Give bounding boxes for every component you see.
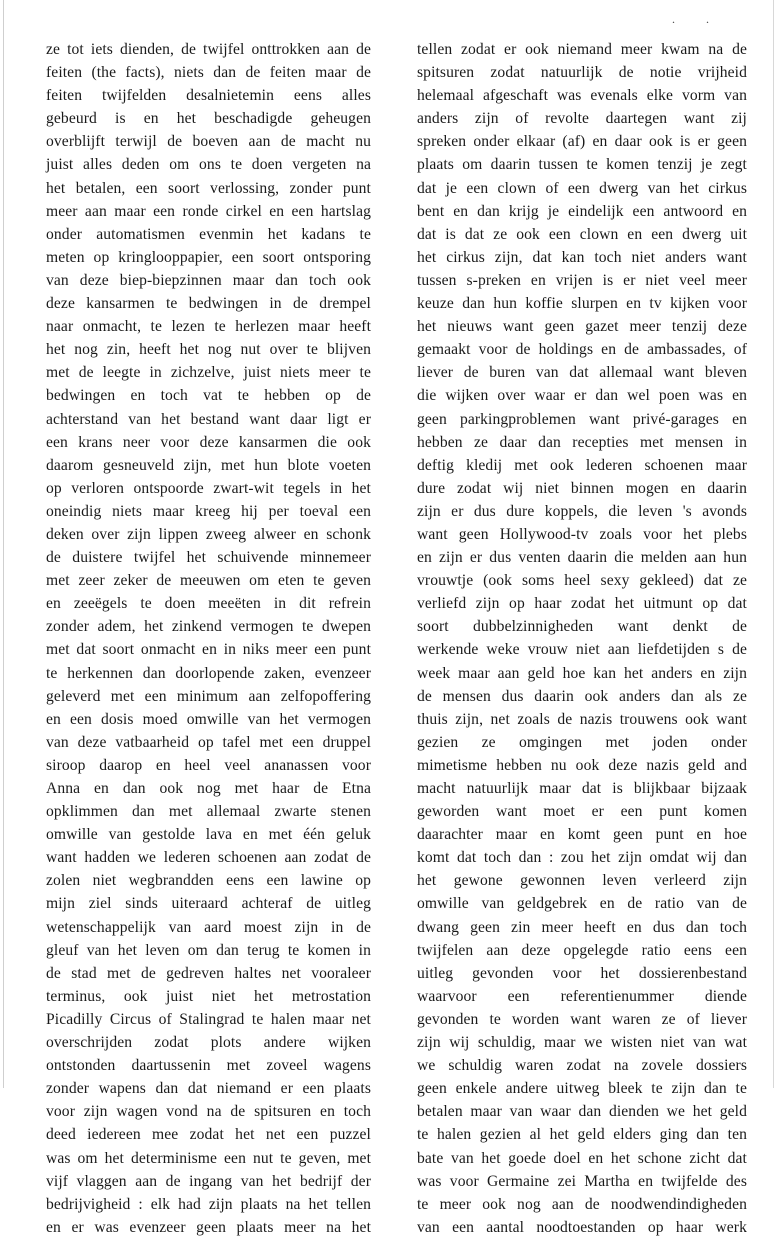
left-text-column xyxy=(46,38,371,1239)
text-line: het nog zin, heeft het nog nut over te blijven xyxy=(46,341,371,359)
text-line: was voor Germaine zei Martha en twijfelde des xyxy=(417,1172,747,1190)
text-line: opklimmen dan met allemaal zwarte stenen xyxy=(46,803,371,821)
text-line: betalen maar van waar dan dienden we het geld xyxy=(417,1103,747,1121)
text-line: het cirkus zijn, dat kan toch niet anders want xyxy=(417,248,747,266)
text-line: het betalen, een soort verlossing, zonder punt xyxy=(46,179,371,197)
text-line: wetenschappelijk van aard moest zijn in de xyxy=(46,918,371,936)
text-line: de stad met de gedreven haltes net vooraleer xyxy=(46,964,371,982)
text-line: gezien ze omgingen met joden onder xyxy=(417,733,747,751)
text-line: en zijn er dus venten daarin die melden aan hun xyxy=(417,549,747,567)
text-line: want geen Hollywood-tv zoals voor het plebs xyxy=(417,525,747,543)
text-line: en zeeëgels te doen meeëten in dit refrein xyxy=(46,595,371,613)
text-line: met zeer zeker de meeuwen om eten te geven xyxy=(46,572,371,590)
text-line: gleuf van het leven om dan terug te komen in xyxy=(46,941,371,959)
text-line: omwille van gestolde lava en met één geluk xyxy=(46,826,371,844)
text-line: hebben ze daar dan recepties met mensen in xyxy=(417,433,747,451)
text-line: zijn er dus dure koppels, die leven 's avonds xyxy=(417,502,747,520)
text-line: overblijft terwijl de boeven aan de macht nu xyxy=(46,133,371,151)
text-line: zonder adem, het zinkend vermogen te dwepen xyxy=(46,618,371,636)
text-line: bate van het goede doel en het schone zicht dat xyxy=(417,1149,747,1167)
text-line: komt dat toch dan : zou het zijn omdat wij dan xyxy=(417,849,747,867)
text-line: Anna en dan ook nog met haar de Etna xyxy=(46,780,371,797)
text-line: ze tot iets dienden, de twijfel onttrokken aan de xyxy=(46,41,371,58)
text-line: dure zodat wij niet binnen mogen en daarin xyxy=(417,479,747,497)
text-line: vijf vlaggen aan de ingang van het bedrijf der xyxy=(46,1172,371,1190)
text-line: met de leegte in zichzelve, juist niets meer te xyxy=(46,364,371,382)
text-line: dat is dat ze ook een clown en een dwerg uit xyxy=(417,225,747,243)
text-line: zolen niet wegbrandden eens een lawine op xyxy=(46,872,371,890)
scan-edge-right xyxy=(773,0,774,1088)
text-line: waarvoor een referentienummer diende xyxy=(417,987,747,1005)
text-line: feiten (the facts), niets dan de feiten maar de xyxy=(46,64,371,82)
text-line: voor zijn wagen vond na de spitsuren en toch xyxy=(46,1103,371,1121)
text-line: twijfelen aan deze opgelegde ratio eens een xyxy=(417,941,747,959)
text-line: was om het determinisme een nut te geven, met xyxy=(46,1149,371,1167)
text-line: naar onmacht, te lezen te herlezen maar heeft xyxy=(46,318,371,336)
text-line: bedwingen en toch vat te hebben op de xyxy=(46,387,371,405)
text-line: daarom gesneuveld zijn, met hun blote voeten xyxy=(46,456,371,474)
text-line: helemaal afgeschaft was evenals elke vorm van xyxy=(417,87,747,105)
text-line: omwille van geldgebrek en de ratio van de xyxy=(417,895,747,913)
text-line: tellen zodat er ook niemand meer kwam na de xyxy=(417,41,747,58)
text-line: tussen s-preken en vrijen is er niet veel meer xyxy=(417,271,747,289)
text-line: spreken onder elkaar (af) en daar ook is er geen xyxy=(417,133,747,151)
text-line: anders zijn of revolte daartegen want zij xyxy=(417,110,747,128)
text-line: liever de buren van dat allemaal want bleven xyxy=(417,364,747,382)
text-line: deze kansarmen te bedwingen in de drempel xyxy=(46,295,371,313)
text-line: die wijken over waar er dan wel poen was en xyxy=(417,387,747,405)
text-line: dat je een clown of een dwerg van het cirkus xyxy=(417,179,747,197)
right-text-column xyxy=(417,38,747,1239)
text-line: werkende weke vrouw niet aan liefdetijden s de xyxy=(417,641,747,659)
text-line: geworden want moet er een punt komen xyxy=(417,803,747,821)
text-line: te halen gezien al het geld elders ging dan ten xyxy=(417,1126,747,1144)
text-line: daarachter maar en komt geen punt en hoe xyxy=(417,826,747,844)
text-line: siroop daarop en heel veel ananassen voor xyxy=(46,756,371,774)
scan-edge-left xyxy=(3,0,4,1088)
text-line: de duistere twijfel het schuivende minnemeer xyxy=(46,549,371,567)
text-line: we schuldig waren zodat na zovele dossiers xyxy=(417,1057,747,1075)
text-line: spitsuren zodat natuurlijk de notie vrijheid xyxy=(417,64,747,82)
text-line: dwang geen zin meer heeft en dus dan toch xyxy=(417,918,747,936)
text-line: feiten twijfelden desalnietemin eens alles xyxy=(46,87,371,105)
text-line: van deze vatbaarheid op tafel met een druppel xyxy=(46,733,371,751)
text-line: soort dubbelzinnigheden want denkt de xyxy=(417,618,747,636)
text-line: te meer ook nog aan de noodwendindigheden xyxy=(417,1195,747,1213)
text-line: Picadilly Circus of Stalingrad te halen maar net xyxy=(46,1010,371,1028)
text-line: zonder wapens dan dat niemand er een plaats xyxy=(46,1080,371,1098)
text-line: bedrijvigheid : elk had zijn plaats na het tellen xyxy=(46,1195,371,1213)
text-line: macht natuurlijk maar dat is blijkbaar bijzaak xyxy=(417,780,747,797)
text-line: mijn ziel sinds uiteraard achteraf de uitleg xyxy=(46,895,371,913)
text-line: geen parkingproblemen want privé-garages en xyxy=(417,410,747,428)
text-line: en een dosis moed omwille van het vermogen xyxy=(46,710,371,728)
text-line: geleverd met een minimum aan zelfopoffering xyxy=(46,687,371,705)
text-line: bent en dan krijg je eindelijk een antwoord en xyxy=(417,202,747,220)
text-line: het nieuws want geen gazet meer tenzij deze xyxy=(417,318,747,336)
text-line: gevonden te worden want waren ze of liever xyxy=(417,1010,747,1028)
text-line: oneindig niets maar kreeg hij per toeval een xyxy=(46,502,371,520)
text-line: geen enkele andere uitweg bleek te zijn dan te xyxy=(417,1080,747,1098)
text-line: week maar aan geld hoe kan het anders en zijn xyxy=(417,664,747,682)
text-line: deftig kledij met ook lederen schoenen maar xyxy=(417,456,747,474)
text-line: want hadden we lederen schoenen aan zodat de xyxy=(46,849,371,867)
text-line: meten op kringlooppapier, een soort ontsporing xyxy=(46,248,371,266)
text-line: keuze dan hun koffie slurpen en tv kijken voor xyxy=(417,295,747,313)
text-line: mimetisme hebben nu ook deze nazis geld and xyxy=(417,756,747,774)
text-line: ontstonden daartussenin met zoveel wagens xyxy=(46,1057,371,1075)
text-line: met dat soort onmacht en in niks meer een punt xyxy=(46,641,371,659)
text-line: verliefd zijn op haar zodat het uitmunt op dat xyxy=(417,595,747,613)
text-line: het gewone gewonnen leven verleerd zijn xyxy=(417,872,747,890)
text-line: juist alles deden om ons te doen vergeten na xyxy=(46,156,371,174)
text-line: de mensen dus daarin ook anders dan als ze xyxy=(417,687,747,705)
text-line: te herkennen dan doorlopende zaken, evenzeer xyxy=(46,664,371,682)
page-marks: . . xyxy=(672,12,723,26)
text-line: deed iedereen mee zodat het net een puzzel xyxy=(46,1126,371,1144)
text-line: plaats om daarin tussen te komen tenzij je zegt xyxy=(417,156,747,174)
text-line: zijn wij schuldig, maar we wisten niet van wat xyxy=(417,1034,747,1052)
text-line: van een aantal noodtoestanden op haar werk xyxy=(417,1218,747,1236)
text-line: terminus, ook juist niet het metrostation xyxy=(46,987,371,1005)
text-line: achterstand van het bestand want daar ligt er xyxy=(46,410,371,428)
text-line: van deze biep-biepzinnen maar dan toch ook xyxy=(46,271,371,289)
text-line: thuis zijn, net zoals de nazis trouwens ook want xyxy=(417,710,747,728)
text-line: meer aan maar een ronde cirkel en een hartslag xyxy=(46,202,371,220)
text-line: op verloren ontspoorde zwart-wit tegels in het xyxy=(46,479,371,497)
text-line: een krans neer voor deze kansarmen die ook xyxy=(46,433,371,451)
text-line: gebeurd is en het beschadigde geheugen xyxy=(46,110,371,128)
text-line: uitleg gevonden voor het dossierenbestand xyxy=(417,964,747,982)
text-line: onder automatismen evenmin het kadans te xyxy=(46,225,371,243)
text-line: vrouwtje (ook soms heel sexy gekleed) dat ze xyxy=(417,572,747,590)
text-line: en er was evenzeer geen plaats meer na het xyxy=(46,1218,371,1236)
text-line: overschrijden zodat plots andere wijken xyxy=(46,1034,371,1052)
text-line: gemaakt voor de holdings en de ambassades, of xyxy=(417,341,747,359)
text-line: deken over zijn lippen zweeg alweer en schonk xyxy=(46,525,371,543)
